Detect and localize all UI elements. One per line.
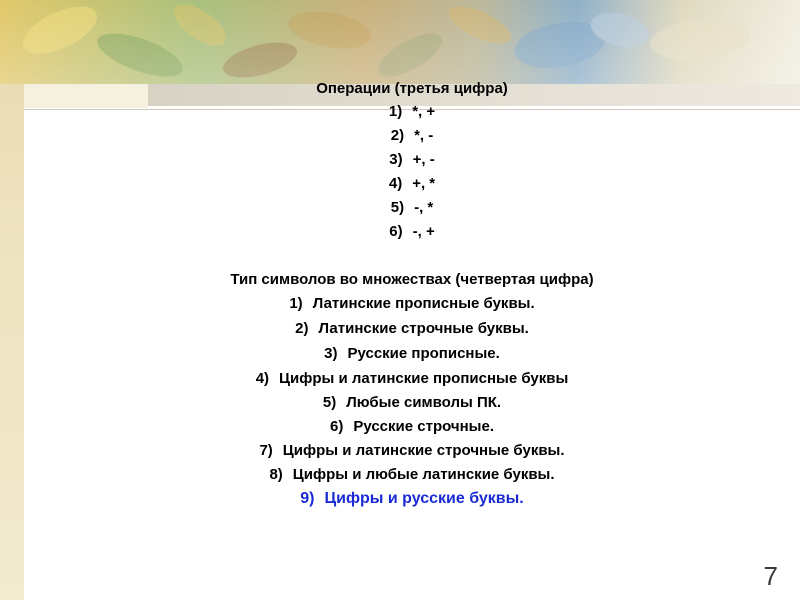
section-title-symbol-types: Тип символов во множествах (четвертая цифра) [230, 271, 594, 288]
list-item: 6) Русские строчные. [330, 418, 494, 435]
list-item: 3) +, - [389, 151, 435, 168]
list-item: 5) -, * [390, 199, 434, 216]
list-item: 8) Цифры и любые латинские буквы. [269, 466, 555, 483]
list-item: 4) Цифры и латинские прописные буквы [255, 370, 569, 387]
page-number: 7 [763, 561, 778, 591]
list-item: 2) *, - [390, 127, 434, 144]
list-item: 6) -, + [389, 223, 435, 240]
list-item: 1) Латинские прописные буквы. [289, 295, 535, 312]
list-item: 5) Любые символы ПК. [322, 394, 502, 411]
list-item: 3) Русские прописные. [324, 345, 500, 362]
list-item: 1) *, + [388, 103, 436, 120]
section-title-operations: Операции (третья цифра) [316, 80, 508, 97]
list-item: 7) Цифры и латинские строчные буквы. [259, 442, 565, 459]
list-item: 2) Латинские строчные буквы. [295, 320, 529, 337]
list-item-highlighted: 9) Цифры и русские буквы. [300, 490, 524, 507]
list-item: 4) +, * [388, 175, 436, 192]
